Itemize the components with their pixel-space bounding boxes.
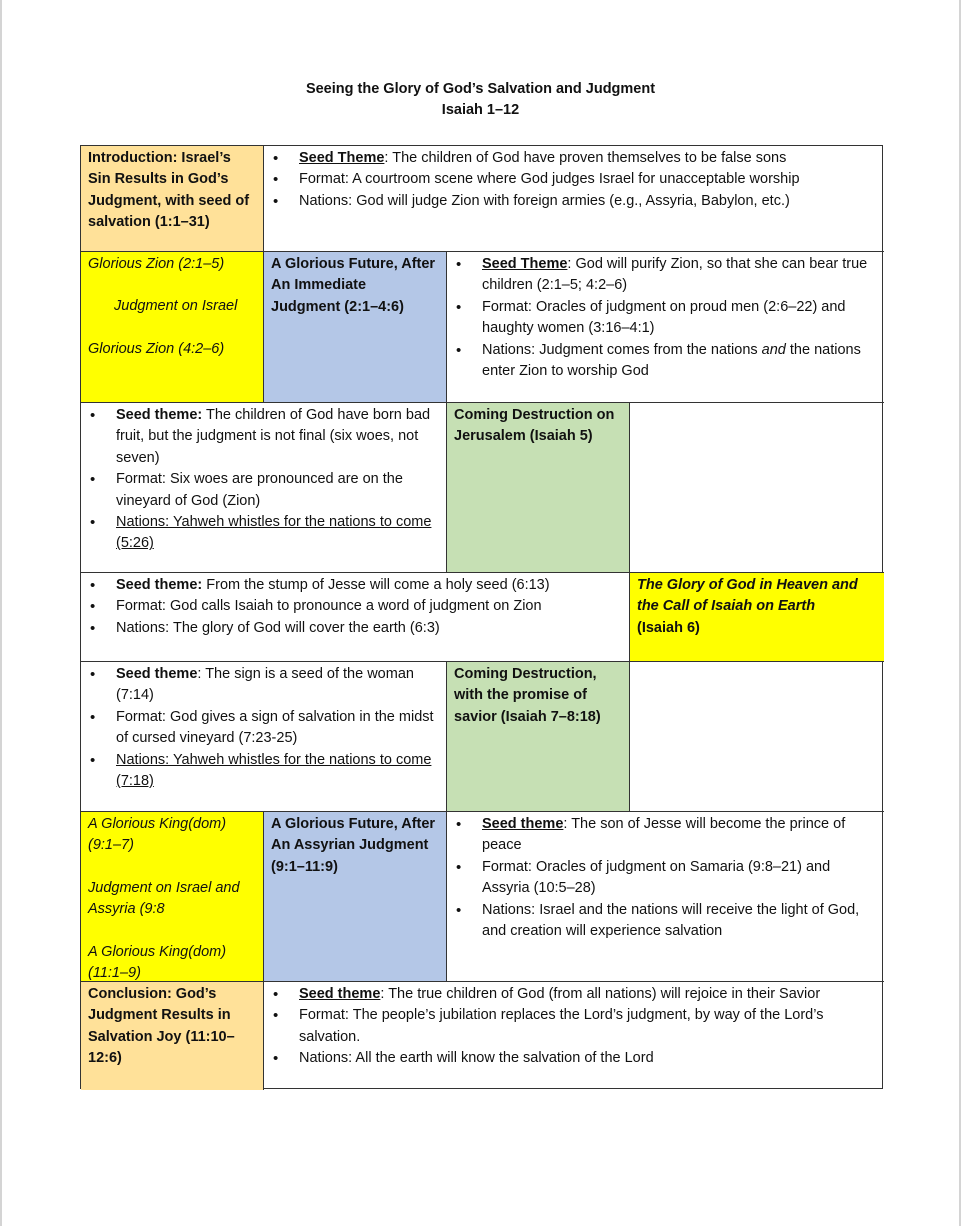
zion-bullet-list bbox=[454, 254, 877, 382]
page-edge-left bbox=[0, 0, 2, 1226]
isaiah6-heading: The Glory of God in Heaven and the Call of Isaiah on Earth bbox=[637, 577, 858, 615]
isaiah6-bullet-list bbox=[88, 575, 622, 639]
list-item: • Format: Oracles of judgment on proud men (2:6–22) and haughty women (3:16–4:1) bbox=[454, 297, 877, 340]
list-item: • Nations: The glory of God will cover the earth (6:3) bbox=[88, 618, 622, 639]
king-bullets-cell bbox=[447, 812, 884, 982]
list-item: • Seed theme: The true children of God (from all nations) will rejoice in their Savior bbox=[271, 984, 877, 1005]
isaiah7-bullet-list bbox=[88, 664, 439, 792]
list-item: • Format: The people’s jubilation replaces the Lord’s judgment, by way of the Lord’s salvation. bbox=[271, 1005, 877, 1048]
list-item: • Nations: Judgment comes from the nations and the nations enter Zion to worship God bbox=[454, 340, 877, 383]
zion-section-1: Glorious Zion (2:1–5) bbox=[88, 256, 225, 272]
list-item: • Format: A courtroom scene where God judges Israel for unacceptable worship bbox=[271, 169, 877, 190]
isaiah6-heading-cell bbox=[630, 573, 884, 662]
isaiah5-heading-cell bbox=[447, 403, 630, 573]
king-heading: A Glorious Future, After An Assyrian Judgment (9:1–11:9) bbox=[271, 816, 436, 875]
intro-label: Introduction: Israel’s Sin Results in God’s Judgment, with seed of salvation (1:1–31) bbox=[88, 150, 250, 231]
zion-heading: A Glorious Future, After An Immediate Judgment (2:1–4:6) bbox=[271, 256, 436, 315]
isaiah7-heading-cell bbox=[447, 662, 630, 812]
king-heading-cell bbox=[264, 812, 447, 982]
intro-label-cell bbox=[81, 146, 264, 252]
conclusion-bullets-cell bbox=[264, 982, 884, 1090]
list-item: • Nations: God will judge Zion with foreign armies (e.g., Assyria, Babylon, etc.) bbox=[271, 191, 877, 212]
list-item: • Nations: Yahweh whistles for the nations to come (7:18) bbox=[88, 750, 439, 793]
zion-section-2: Judgment on Israel bbox=[114, 298, 238, 315]
title-line-1: Seeing the Glory of God’s Salvation and Judgment bbox=[305, 81, 656, 97]
zion-bullets-cell bbox=[447, 252, 884, 403]
isaiah6-bullets-cell bbox=[81, 573, 630, 662]
isaiah5-empty-cell bbox=[630, 403, 884, 573]
king-sections-cell bbox=[81, 812, 264, 982]
list-item: • Format: God gives a sign of salvation in the midst of cursed vineyard (7:23-25) bbox=[88, 707, 439, 750]
conclusion-label: Conclusion: God’s Judgment Results in Salvation Joy (11:10–12:6) bbox=[88, 986, 235, 1067]
list-item: • Seed theme: The children of God have born bad fruit, but the judgment is not final (six woes, not seven) bbox=[88, 405, 439, 469]
isaiah5-heading: Coming Destruction on Jerusalem (Isaiah 5) bbox=[454, 407, 615, 445]
zion-sections-cell bbox=[81, 252, 264, 403]
isaiah7-empty-cell bbox=[630, 662, 884, 812]
king-section-2: Judgment on Israel and Assyria (9:8 bbox=[88, 879, 240, 918]
list-item: • Format: Oracles of judgment on Samaria (9:8–21) and Assyria (10:5–28) bbox=[454, 857, 877, 900]
list-item: • Seed Theme: The children of God have proven themselves to be false sons bbox=[271, 148, 877, 169]
king-bullet-list bbox=[454, 814, 877, 942]
isaiah7-heading: Coming Destruction, with the promise of savior (Isaiah 7–8:18) bbox=[454, 666, 601, 725]
list-item: • Nations: All the earth will know the salvation of the Lord bbox=[271, 1048, 877, 1069]
intro-bullet-list bbox=[271, 148, 877, 212]
list-item: • Seed theme: The son of Jesse will become the prince of peace bbox=[454, 814, 877, 857]
conclusion-bullet-list bbox=[271, 984, 877, 1070]
isaiah5-bullet-list bbox=[88, 405, 439, 555]
title-line-2: Isaiah 1–12 bbox=[441, 102, 520, 118]
intro-bullets-cell bbox=[264, 146, 884, 252]
list-item: • Nations: Yahweh whistles for the nations to come (5:26) bbox=[88, 512, 439, 555]
isaiah7-bullets-cell bbox=[81, 662, 447, 812]
zion-heading-cell bbox=[264, 252, 447, 403]
list-item: • Seed theme: From the stump of Jesse will come a holy seed (6:13) bbox=[88, 575, 622, 596]
list-item: • Format: Six woes are pronounced are on the vineyard of God (Zion) bbox=[88, 469, 439, 512]
king-section-3: A Glorious King(dom) (11:1–9) bbox=[88, 943, 227, 982]
king-section-1: A Glorious King(dom) (9:1–7) bbox=[88, 816, 227, 854]
isaiah5-bullets-cell bbox=[81, 403, 447, 573]
list-item: • Format: God calls Isaiah to pronounce a word of judgment on Zion bbox=[88, 596, 622, 617]
isaiah6-ref: (Isaiah 6) bbox=[637, 619, 700, 636]
conclusion-label-cell bbox=[81, 982, 264, 1090]
zion-section-3: Glorious Zion (4:2–6) bbox=[88, 340, 225, 357]
outline-table bbox=[80, 145, 883, 1089]
document-title bbox=[0, 79, 961, 121]
list-item: • Nations: Israel and the nations will receive the light of God, and creation will experience salvation bbox=[454, 900, 877, 943]
list-item: • Seed Theme: God will purify Zion, so that she can bear true children (2:1–5; 4:2–6) bbox=[454, 254, 877, 297]
list-item: • Seed theme: The sign is a seed of the woman (7:14) bbox=[88, 664, 439, 707]
